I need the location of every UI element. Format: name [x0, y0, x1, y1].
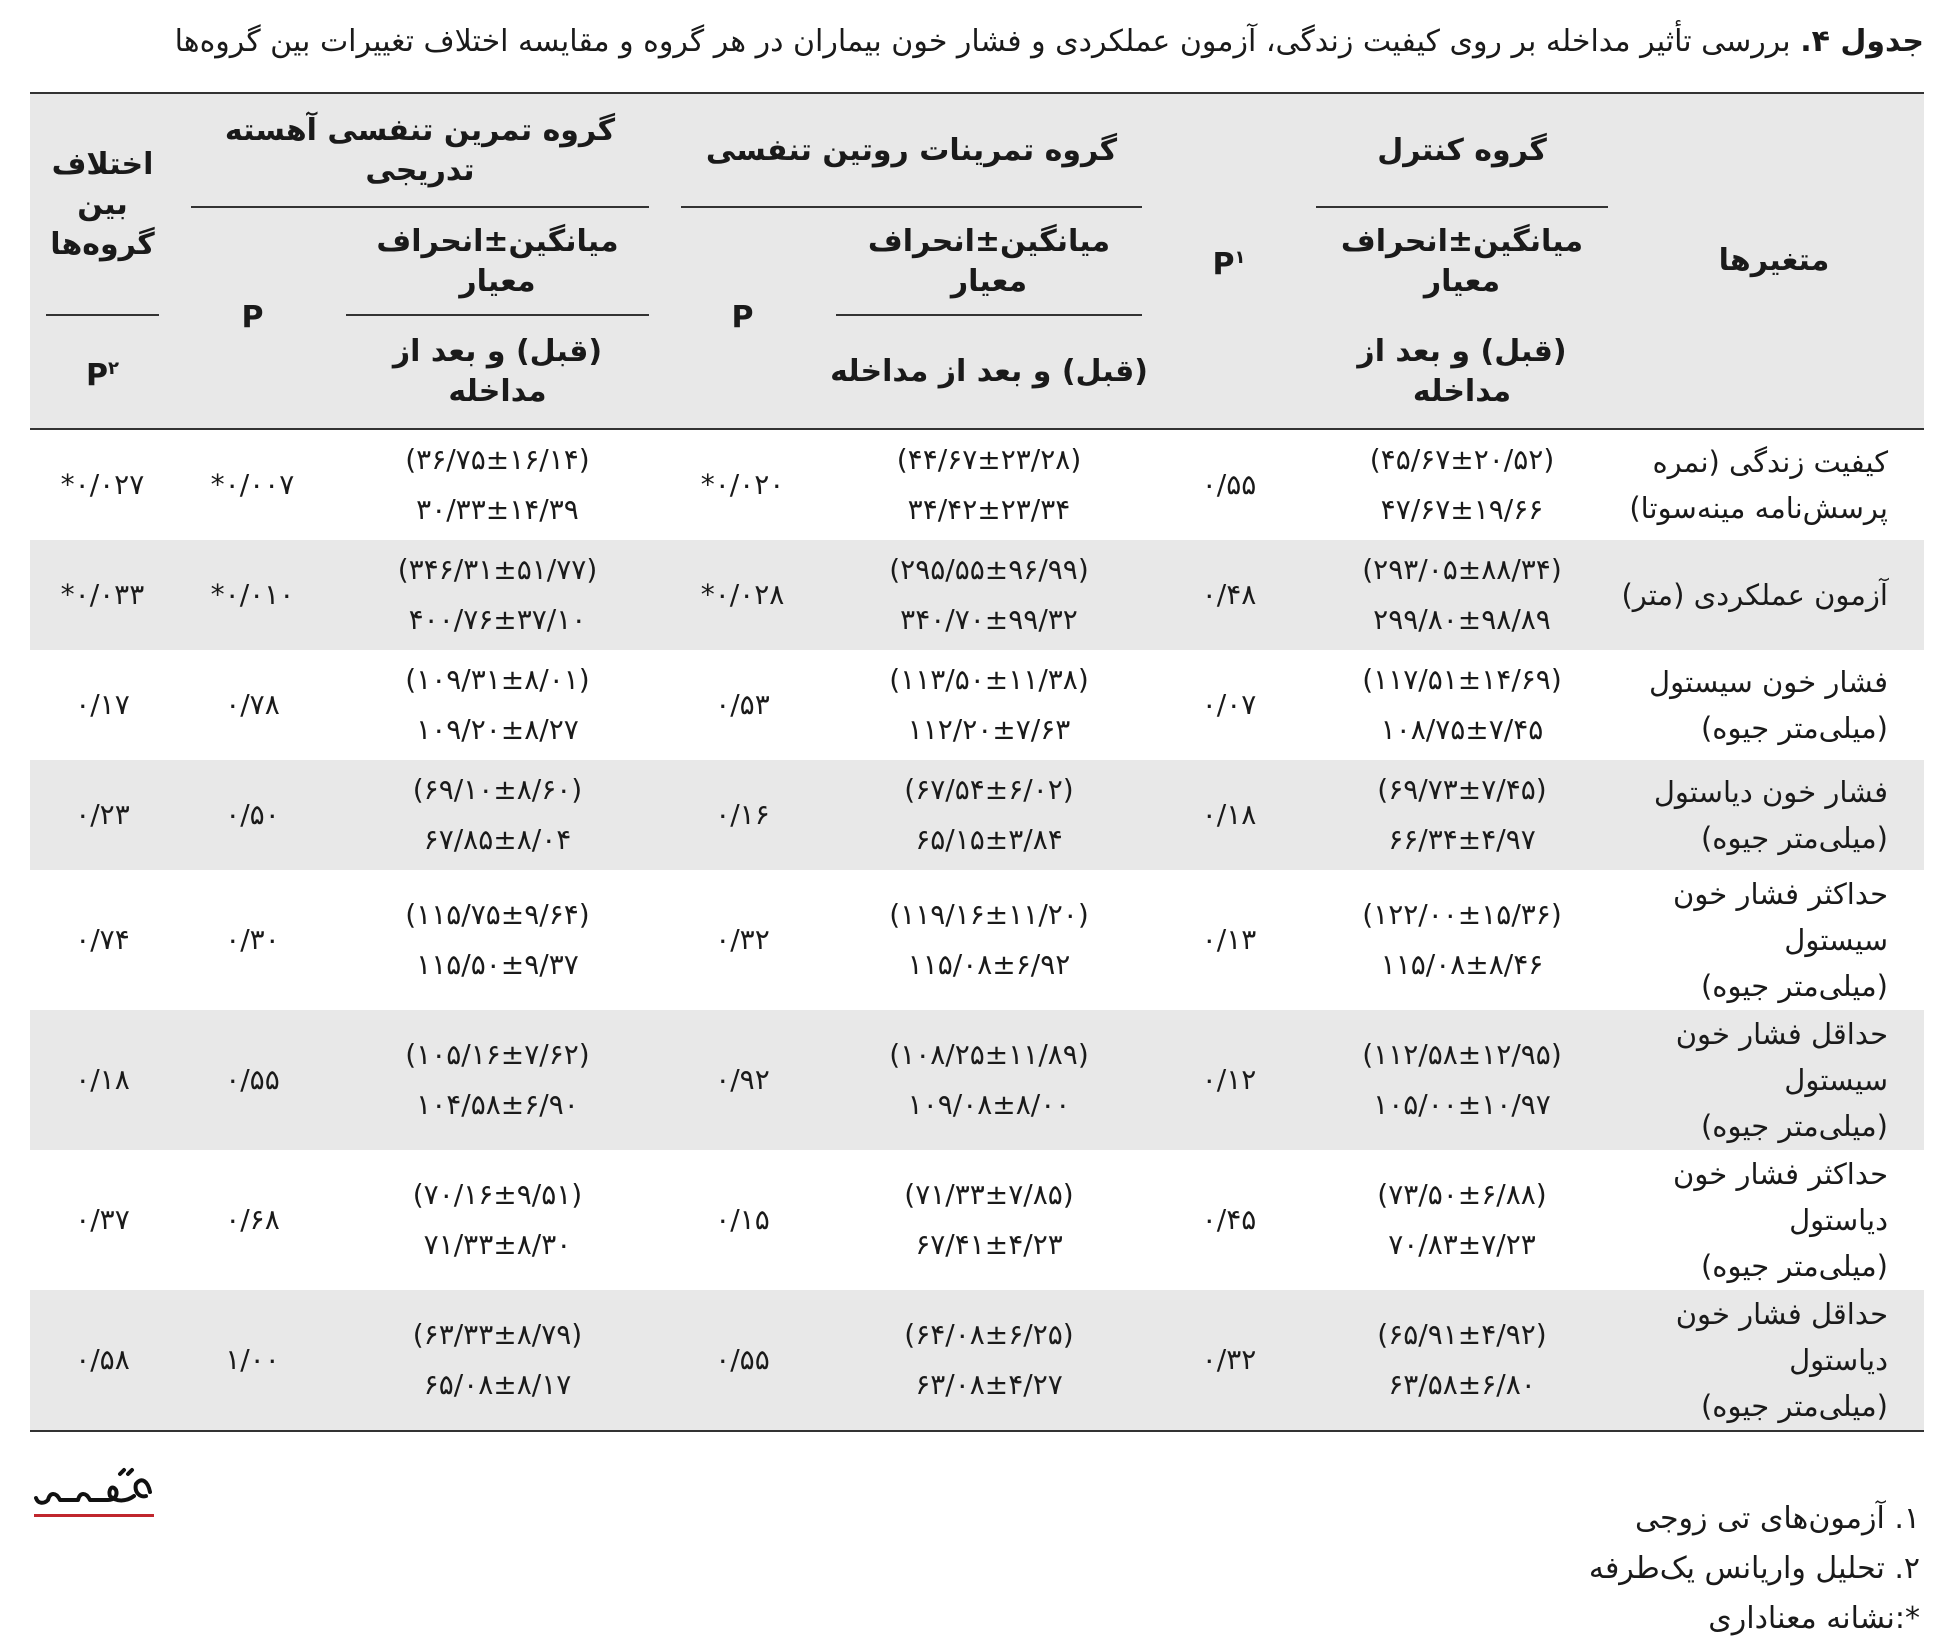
journal-logo-mark — [30, 1462, 158, 1524]
routine-values — [820, 1010, 1158, 1150]
row-variable — [1621, 540, 1924, 650]
row-variable-line: حداکثر فشار خون — [1673, 1157, 1888, 1191]
slow-after: ۷۱/۳۳±۸/۳۰ — [423, 1228, 572, 1261]
header-diff-line1: اختلاف بین — [51, 147, 154, 222]
row-variable-line: فشار خون سیستول — [1649, 665, 1888, 699]
control-before: (۱۲۲/۰۰±۱۵/۳۶) — [1362, 898, 1562, 931]
slow-before: (۳۴۶/۳۱±۵۱/۷۷) — [397, 553, 598, 586]
p1-value: ۰/۴۵ — [1158, 1150, 1300, 1290]
control-after: ۲۹۹/۸۰±۹۸/۸۹ — [1373, 603, 1551, 636]
routine-after: ۱۰۹/۰۸±۸/۰۰ — [907, 1088, 1071, 1121]
row-variable-line: کیفیت زندگی (نمره — [1652, 445, 1888, 479]
slow-values — [330, 1290, 665, 1431]
control-after: ۴۷/۶۷±۱۹/۶۶ — [1380, 493, 1544, 526]
p-slow-value: ۰/۵۰ — [175, 760, 330, 870]
control-values — [1300, 429, 1624, 540]
slow-values — [330, 870, 665, 1010]
header-routine-before-after: (قبل) و بعد از مداخله — [820, 316, 1158, 429]
p1-value: ۰/۴۸ — [1158, 540, 1300, 650]
table-body — [30, 429, 1924, 1431]
table-header — [30, 93, 1924, 429]
p-routine-value: ۰/۵۳ — [665, 650, 820, 760]
control-values — [1300, 540, 1624, 650]
p-routine-value: ۰/۰۲۰* — [665, 429, 820, 540]
footnote: ۱. آزمون‌های تی زوجی — [1634, 1501, 1920, 1536]
row-variable-line: آزمون عملکردی (متر) — [1621, 578, 1888, 612]
p1-value: ۰/۰۷ — [1158, 650, 1300, 760]
p1-value: ۰/۱۳ — [1158, 870, 1300, 1010]
header-slow-group-line2: تدریجی — [365, 153, 475, 188]
control-before: (۲۹۳/۰۵±۸۸/۳۴) — [1362, 553, 1562, 586]
row-variable-line: (میلی‌متر جیوه) — [1700, 821, 1888, 855]
p1-value: ۰/۱۲ — [1158, 1010, 1300, 1150]
routine-after: ۶۷/۴۱±۴/۲۳ — [915, 1228, 1063, 1261]
routine-values — [820, 1290, 1158, 1431]
header-routine-mean-sd-line2: معیار — [950, 264, 1028, 299]
table-row — [30, 760, 1924, 870]
row-variable-line: حداکثر فشار خون — [1673, 877, 1888, 911]
p2-value: ۰/۷۴ — [30, 870, 175, 1010]
control-values — [1300, 1010, 1624, 1150]
p-routine-value: ۰/۹۲ — [665, 1010, 820, 1150]
p2-value: ۰/۱۷ — [30, 650, 175, 760]
control-after: ۱۰۸/۷۵±۷/۴۵ — [1380, 713, 1544, 746]
routine-values — [820, 1150, 1158, 1290]
slow-values — [330, 429, 665, 540]
row-variable — [1624, 1290, 1924, 1431]
slow-before: (۶۹/۱۰±۸/۶۰) — [412, 773, 583, 806]
p1-value: ۰/۳۲ — [1158, 1290, 1300, 1431]
table-caption — [24, 20, 1924, 64]
control-before: (۱۱۲/۵۸±۱۲/۹۵) — [1362, 1038, 1562, 1071]
header-control-mean-sd: میانگین±انحراف معیار — [1300, 208, 1624, 316]
control-before: (۷۳/۵۰±۶/۸۸) — [1377, 1178, 1547, 1211]
header-diff-line2: گروه‌ها — [50, 227, 155, 262]
header-control-before-after: (قبل) و بعد از مداخله — [1300, 316, 1624, 429]
routine-after: ۶۵/۱۵±۳/۸۴ — [915, 823, 1063, 856]
routine-values — [820, 540, 1158, 650]
slow-before: (۶۳/۳۳±۸/۷۹) — [412, 1318, 583, 1351]
p-slow-value: ۰/۳۰ — [175, 870, 330, 1010]
row-variable — [1624, 429, 1924, 540]
p2-value: ۰/۰۲۷* — [30, 429, 175, 540]
p-routine-value: ۰/۱۶ — [665, 760, 820, 870]
header-routine-mean-sd-line1: میانگین±انحراف — [867, 224, 1111, 259]
table-row — [30, 1010, 1924, 1150]
p2-value: ۰/۱۸ — [30, 1010, 175, 1150]
routine-before: (۱۱۳/۵۰±۱۱/۳۸) — [889, 663, 1089, 696]
slow-after: ۳۰/۳۳±۱۴/۳۹ — [416, 493, 579, 526]
row-variable-line: (میلی‌متر جیوه) — [1700, 969, 1888, 1003]
p-slow-value: ۰/۶۸ — [175, 1150, 330, 1290]
slow-values — [330, 1010, 665, 1150]
control-before: (۶۵/۹۱±۴/۹۲) — [1377, 1318, 1547, 1351]
slow-after: ۶۵/۰۸±۸/۱۷ — [423, 1368, 572, 1401]
slow-after: ۱۱۵/۵۰±۹/۳۷ — [416, 948, 579, 981]
p1-value: ۰/۱۸ — [1158, 760, 1300, 870]
table-row — [30, 650, 1924, 760]
table-row — [30, 1150, 1924, 1290]
control-after: ۱۰۵/۰۰±۱۰/۹۷ — [1373, 1088, 1551, 1121]
routine-after: ۱۱۲/۲۰±۷/۶۳ — [907, 713, 1071, 746]
slow-before: (۷۰/۱۶±۹/۵۱) — [412, 1178, 583, 1211]
row-variable-line: سیستول — [1784, 923, 1888, 957]
header-p1 — [1158, 93, 1300, 429]
header-slow-mean-sd-line2: معیار — [459, 264, 536, 299]
header-slow-mean-sd-line1: میانگین±انحراف — [376, 224, 619, 259]
table-row — [30, 1290, 1924, 1431]
header-p1-base: P — [1212, 246, 1235, 282]
routine-before: (۷۱/۳۳±۷/۸۵) — [904, 1178, 1074, 1211]
row-variable — [1624, 870, 1924, 1010]
row-variable-line: (میلی‌متر جیوه) — [1700, 1109, 1888, 1143]
p2-value: ۰/۰۳۳* — [30, 540, 175, 650]
p-routine-value: ۰/۵۵ — [665, 1290, 820, 1431]
row-variable-line: دیاستول — [1789, 1203, 1888, 1237]
table-row — [30, 540, 1924, 650]
control-after: ۷۰/۸۳±۷/۲۳ — [1388, 1228, 1536, 1261]
control-before: (۶۹/۷۳±۷/۴۵) — [1377, 773, 1547, 806]
caption-label: جدول ۴. — [1800, 24, 1924, 59]
p-slow-value: ۰/۷۸ — [175, 650, 330, 760]
routine-values — [820, 760, 1158, 870]
table-row — [30, 870, 1924, 1010]
slow-after: ۶۷/۸۵±۸/۰۴ — [423, 823, 572, 856]
p-slow-value: ۱/۰۰ — [175, 1290, 330, 1431]
p-slow-value: ۰/۰۱۰* — [175, 540, 330, 650]
caption-text: بررسی تأثیر مداخله بر روی کیفیت زندگی، آزمون عملکردی و فشار خون بیماران در هر گروه و مقایسه اختلاف تغییرات بین گروه‌ها — [174, 24, 1801, 59]
slow-after: ۱۰۹/۲۰±۸/۲۷ — [416, 713, 579, 746]
row-variable-line: سیستول — [1784, 1063, 1888, 1097]
header-p2-base: P — [85, 357, 108, 393]
routine-after: ۳۴۰/۷۰±۹۹/۳۲ — [900, 603, 1078, 636]
table-footnotes — [1220, 1494, 1920, 1644]
control-before: (۱۱۷/۵۱±۱۴/۶۹) — [1362, 663, 1562, 696]
row-variable — [1624, 1150, 1924, 1290]
control-values — [1300, 1150, 1624, 1290]
header-between-groups — [30, 93, 175, 316]
control-values — [1300, 650, 1624, 760]
routine-values — [820, 429, 1158, 540]
results-table — [30, 92, 1924, 1432]
header-p2-sup: ۲ — [107, 357, 119, 379]
routine-before: (۱۱۹/۱۶±۱۱/۲۰) — [889, 898, 1089, 931]
header-slow-before-after: (قبل) و بعد از مداخله — [330, 316, 665, 429]
slow-after: ۴۰۰/۷۶±۳۷/۱۰ — [408, 603, 587, 636]
row-variable-line: فشار خون دیاستول — [1653, 775, 1888, 809]
slow-before: (۱۰۹/۳۱±۸/۰۱) — [405, 663, 590, 696]
row-variable-line: حداقل فشار خون — [1675, 1017, 1888, 1051]
p2-value: ۰/۲۳ — [30, 760, 175, 870]
header-variables: متغیرها — [1624, 93, 1924, 429]
header-routine-group: گروه تمرینات روتین تنفسی — [665, 93, 1158, 208]
control-values — [1300, 1290, 1624, 1431]
slow-values — [330, 760, 665, 870]
row-variable-line: (میلی‌متر جیوه) — [1700, 711, 1888, 745]
row-variable — [1624, 650, 1924, 760]
slow-values — [330, 650, 665, 760]
routine-before: (۱۰۸/۲۵±۱۱/۸۹) — [889, 1038, 1089, 1071]
routine-values — [820, 650, 1158, 760]
slow-before: (۱۰۵/۱۶±۷/۶۲) — [405, 1038, 590, 1071]
row-variable-line: (میلی‌متر جیوه) — [1700, 1389, 1888, 1423]
routine-before: (۴۴/۶۷±۲۳/۲۸) — [896, 443, 1082, 476]
slow-values — [330, 1150, 665, 1290]
slow-after: ۱۰۴/۵۸±۶/۹۰ — [416, 1088, 579, 1121]
p1-value: ۰/۵۵ — [1158, 429, 1300, 540]
row-variable — [1624, 760, 1924, 870]
slow-values — [330, 540, 665, 650]
control-after: ۱۱۵/۰۸±۸/۴۶ — [1380, 948, 1544, 981]
footnote: ۲. تحلیل واریانس یک‌طرفه — [1588, 1551, 1920, 1586]
p-slow-value: ۰/۵۵ — [175, 1010, 330, 1150]
header-p2 — [30, 316, 175, 429]
header-control-group: گروه کنترل — [1300, 93, 1624, 208]
footnote: *:نشانه معناداری — [1708, 1601, 1920, 1636]
p-slow-value: ۰/۰۰۷* — [175, 429, 330, 540]
row-variable — [1624, 1010, 1924, 1150]
control-after: ۶۶/۳۴±۴/۹۷ — [1388, 823, 1536, 856]
p2-value: ۰/۵۸ — [30, 1290, 175, 1431]
p-routine-value: ۰/۰۲۸* — [665, 540, 820, 650]
routine-values — [820, 870, 1158, 1010]
slow-before: (۱۱۵/۷۵±۹/۶۴) — [405, 898, 590, 931]
header-p1-sup: ۱ — [1234, 246, 1246, 268]
row-variable-line: حداقل فشار خون — [1675, 1297, 1888, 1331]
p-routine-value: ۰/۱۵ — [665, 1150, 820, 1290]
header-routine-mean-sd — [820, 208, 1158, 316]
p2-value: ۰/۳۷ — [30, 1150, 175, 1290]
control-values — [1300, 870, 1624, 1010]
header-p-routine: P — [665, 208, 820, 429]
routine-after: ۳۴/۴۲±۲۳/۳۴ — [907, 493, 1071, 526]
header-slow-group-line1: گروه تمرین تنفسی آهسته — [224, 113, 616, 148]
p-routine-value: ۰/۳۲ — [665, 870, 820, 1010]
control-values — [1300, 760, 1624, 870]
control-before: (۴۵/۶۷±۲۰/۵۲) — [1369, 443, 1555, 476]
row-variable-line: دیاستول — [1789, 1343, 1888, 1377]
header-slow-mean-sd — [330, 208, 665, 316]
journal-logo — [30, 1462, 158, 1524]
routine-after: ۱۱۵/۰۸±۶/۹۲ — [907, 948, 1071, 981]
header-slow-group — [175, 93, 665, 208]
control-after: ۶۳/۵۸±۶/۸۰ — [1388, 1368, 1536, 1401]
row-variable-line: پرسش‌نامه مینه‌سوتا) — [1629, 491, 1888, 525]
table-row — [30, 429, 1924, 540]
routine-before: (۲۹۵/۵۵±۹۶/۹۹) — [889, 553, 1089, 586]
header-p-slow: P — [175, 208, 330, 429]
row-variable-line: (میلی‌متر جیوه) — [1700, 1249, 1888, 1283]
routine-after: ۶۳/۰۸±۴/۲۷ — [915, 1368, 1063, 1401]
routine-before: (۶۴/۰۸±۶/۲۵) — [904, 1318, 1074, 1351]
routine-before: (۶۷/۵۴±۶/۰۲) — [904, 773, 1074, 806]
slow-before: (۳۶/۷۵±۱۶/۱۴) — [405, 443, 590, 476]
